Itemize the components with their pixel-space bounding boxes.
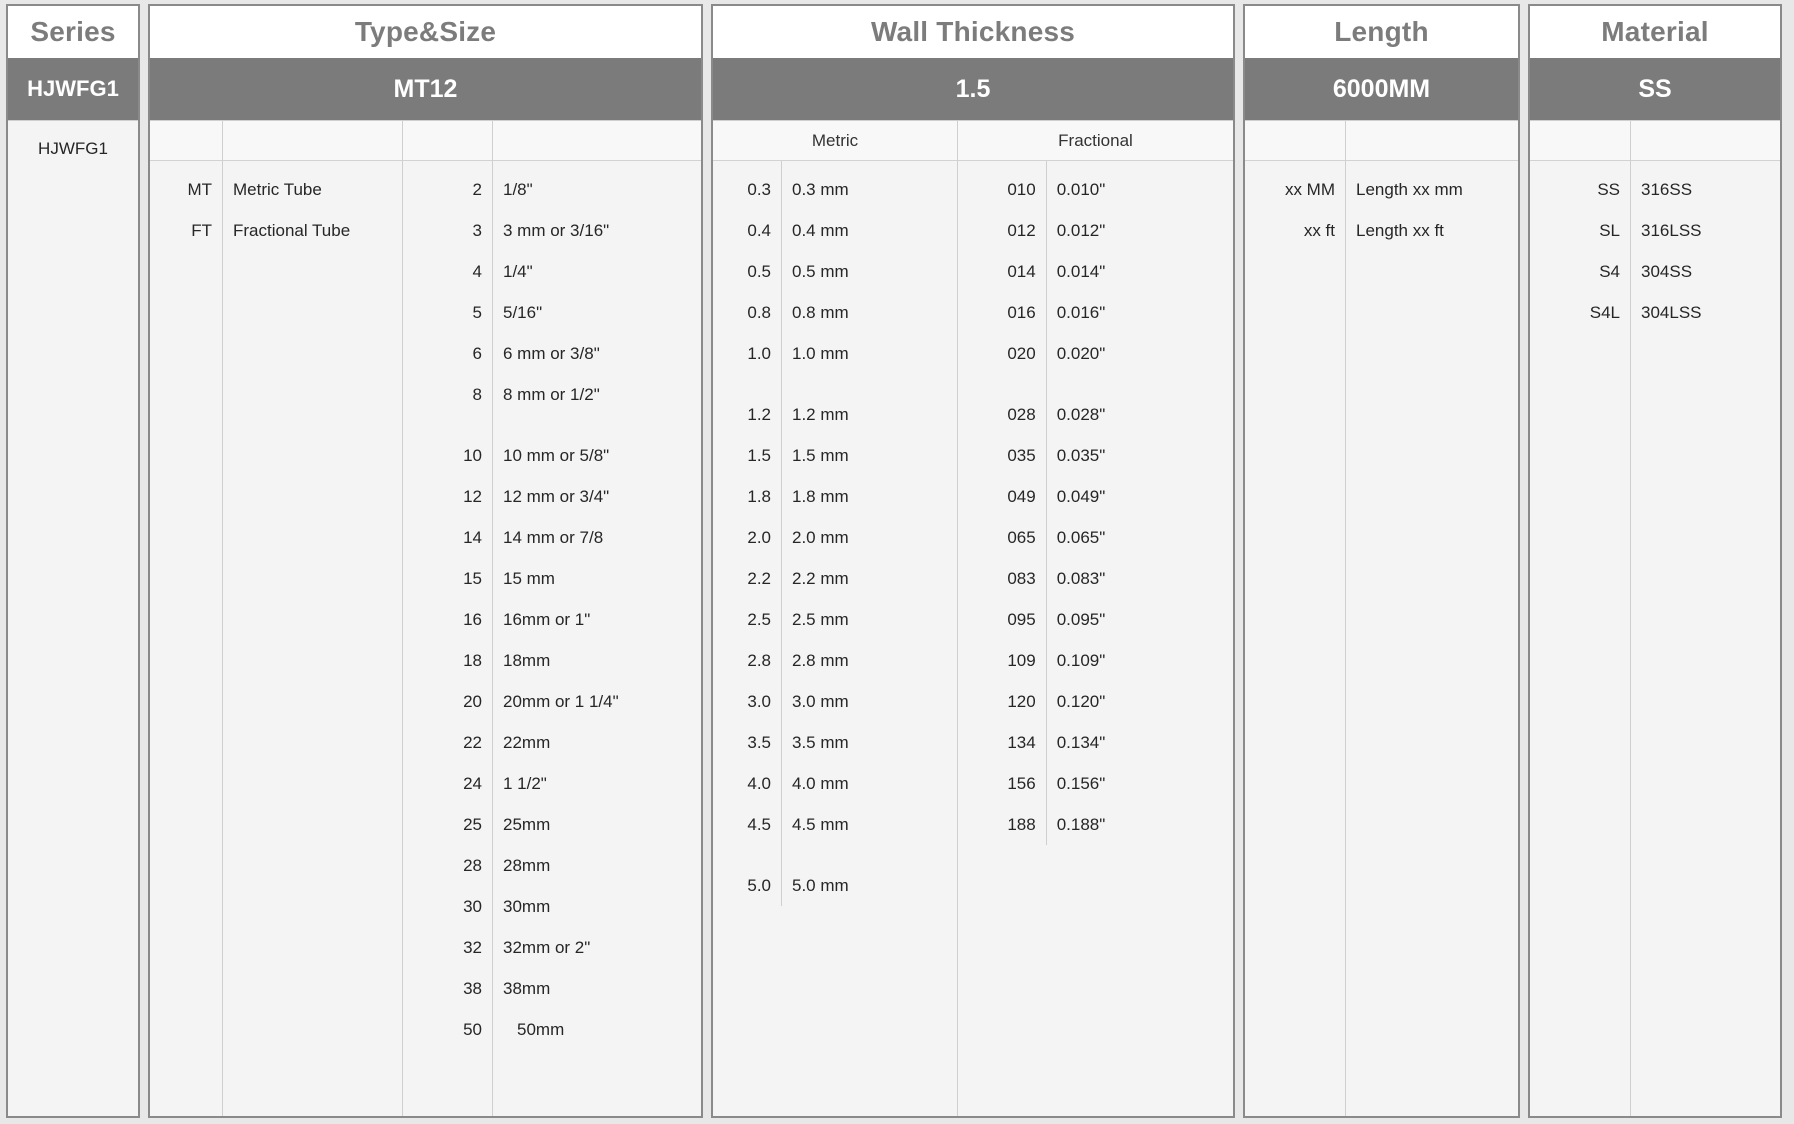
table-row: Metric Tube <box>233 180 322 199</box>
material-code-header <box>1530 121 1630 161</box>
table-row: 1/8" <box>503 180 533 199</box>
table-row: 28 <box>463 856 482 875</box>
table-row: 12 mm or 3/4" <box>503 487 610 506</box>
table-row: Length xx mm <box>1356 180 1463 199</box>
table-row: 3.0 mm <box>792 692 849 711</box>
table-row: 0.5 <box>747 262 771 281</box>
table-row: 0.065" <box>1056 528 1106 547</box>
table-row: 4.5 mm <box>792 815 849 834</box>
table-row: 22mm <box>503 733 551 752</box>
table-row: 0.028" <box>1056 405 1106 424</box>
table-row: xx ft <box>1303 221 1335 240</box>
table-row: 5.0 <box>747 876 771 895</box>
metric-code-rows <box>713 161 781 906</box>
length-desc-header <box>1346 121 1518 161</box>
row-spacer <box>782 845 957 865</box>
series-title: Series <box>8 6 138 58</box>
series-value: HJWFG1 <box>38 139 108 158</box>
table-row: 016 <box>1007 303 1036 322</box>
fractional-desc-column <box>1046 161 1233 845</box>
table-row: 316LSS <box>1641 221 1702 240</box>
size-desc-header <box>493 121 701 161</box>
material-code-rows <box>1530 161 1630 333</box>
type-code-header <box>150 121 222 161</box>
length-body <box>1245 120 1518 1116</box>
metric-header: Metric <box>713 121 957 161</box>
table-row: 120 <box>1007 692 1036 711</box>
table-row: 30mm <box>503 897 551 916</box>
table-row: Fractional Tube <box>233 221 351 240</box>
row-spacer <box>782 374 957 394</box>
table-row: 1.5 <box>747 446 771 465</box>
table-row: 0.134" <box>1056 733 1106 752</box>
material-desc-column <box>1630 121 1780 1116</box>
table-row: 24 <box>463 774 482 793</box>
table-row: 32 <box>463 938 482 957</box>
table-row: 3.0 <box>747 692 771 711</box>
table-row: 2.0 <box>747 528 771 547</box>
wall-thickness-code: 1.5 <box>713 58 1233 120</box>
table-row: 3.5 mm <box>792 733 849 752</box>
table-row: 10 <box>463 446 482 465</box>
table-row: 0.020" <box>1056 344 1106 363</box>
row-spacer <box>493 415 701 435</box>
table-row: 316SS <box>1641 180 1693 199</box>
column-length <box>1243 4 1520 1118</box>
table-row: S4 <box>1599 262 1620 281</box>
table-row: Length xx ft <box>1356 221 1444 240</box>
table-row: 0.012" <box>1056 221 1106 240</box>
table-row: 15 <box>463 569 482 588</box>
table-row: 0.3 <box>747 180 771 199</box>
material-title: Material <box>1530 6 1780 58</box>
table-row: 2.0 mm <box>792 528 849 547</box>
table-row: 38 <box>463 979 482 998</box>
table-row: 15 mm <box>503 569 555 588</box>
row-spacer <box>403 415 492 435</box>
length-title: Length <box>1245 6 1518 58</box>
table-row: 5/16" <box>503 303 543 322</box>
fractional-group <box>957 121 1233 1116</box>
table-row: 2.8 mm <box>792 651 849 670</box>
table-row: 1.2 <box>747 405 771 424</box>
table-row: 156 <box>1007 774 1036 793</box>
type-size-body <box>150 120 701 1116</box>
table-row: 014 <box>1007 262 1036 281</box>
table-row: 16 <box>463 610 482 629</box>
length-desc-rows <box>1346 161 1518 251</box>
table-row: 0.109" <box>1056 651 1106 670</box>
table-row: FT <box>191 221 212 240</box>
table-row: 1.8 <box>747 487 771 506</box>
table-row: 2.2 mm <box>792 569 849 588</box>
table-row: 1.0 <box>747 344 771 363</box>
size-desc-rows <box>493 161 701 1050</box>
length-desc-column <box>1345 121 1518 1116</box>
table-row: 012 <box>1007 221 1036 240</box>
table-row: 1.2 mm <box>792 405 849 424</box>
table-row: 304SS <box>1641 262 1693 281</box>
table-row: 1.0 mm <box>792 344 849 363</box>
table-row: 38mm <box>503 979 551 998</box>
table-row: 0.120" <box>1056 692 1106 711</box>
fractional-rows-wrap <box>958 161 1233 845</box>
table-row: 3.5 <box>747 733 771 752</box>
table-row: 035 <box>1007 446 1036 465</box>
type-desc-rows <box>223 161 402 251</box>
length-code-rows <box>1245 161 1345 251</box>
table-row: 8 <box>472 385 482 404</box>
table-row: 188 <box>1007 815 1036 834</box>
table-row: 010 <box>1007 180 1036 199</box>
wall-thickness-title: Wall Thickness <box>713 6 1233 58</box>
fractional-header: Fractional <box>958 121 1233 161</box>
table-row: 10 mm or 5/8" <box>503 446 610 465</box>
table-row: 0.083" <box>1056 569 1106 588</box>
size-desc-column <box>492 121 701 1116</box>
fractional-code-rows <box>958 161 1046 845</box>
table-row: SS <box>1597 180 1620 199</box>
column-series <box>6 4 140 1118</box>
type-desc-column <box>222 121 402 1116</box>
table-row: 049 <box>1007 487 1036 506</box>
type-size-code: MT12 <box>150 58 701 120</box>
table-row: 16mm or 1" <box>503 610 591 629</box>
table-row: 5.0 mm <box>792 876 849 895</box>
table-row: 4.0 <box>747 774 771 793</box>
table-row: 065 <box>1007 528 1036 547</box>
table-row: 14 mm or 7/8 <box>503 528 604 547</box>
type-desc-header <box>223 121 402 161</box>
table-row: 50mm <box>517 1020 565 1039</box>
length-code: 6000MM <box>1245 58 1518 120</box>
table-row: 020 <box>1007 344 1036 363</box>
table-row: 2.5 mm <box>792 610 849 629</box>
length-code-column <box>1245 121 1345 1116</box>
table-row: 4.5 <box>747 815 771 834</box>
metric-code-column <box>713 161 781 906</box>
table-row: SL <box>1599 221 1620 240</box>
row-spacer <box>958 374 1046 394</box>
material-code: SS <box>1530 58 1780 120</box>
table-row: 134 <box>1007 733 1036 752</box>
table-row: 20mm or 1 1/4" <box>503 692 619 711</box>
size-code-column <box>402 121 492 1116</box>
table-row: 5 <box>472 303 482 322</box>
table-row: S4L <box>1589 303 1620 322</box>
table-row: 25 <box>463 815 482 834</box>
column-material <box>1528 4 1782 1118</box>
table-row: 095 <box>1007 610 1036 629</box>
table-row: 28mm <box>503 856 551 875</box>
table-row: 2.2 <box>747 569 771 588</box>
table-row: 1.8 mm <box>792 487 849 506</box>
table-row: 0.095" <box>1056 610 1106 629</box>
type-size-title: Type&Size <box>150 6 701 58</box>
series-body <box>8 120 138 1116</box>
metric-desc-column <box>781 161 957 906</box>
table-row: 304LSS <box>1641 303 1702 322</box>
column-type-size <box>148 4 703 1118</box>
table-row: 3 mm or 3/16" <box>503 221 610 240</box>
material-body <box>1530 120 1780 1116</box>
table-row: 32mm or 2" <box>503 938 591 957</box>
fractional-desc-rows <box>1047 161 1233 845</box>
row-spacer <box>713 374 781 394</box>
table-row: 083 <box>1007 569 1036 588</box>
table-row: 18mm <box>503 651 551 670</box>
table-row: 028 <box>1007 405 1036 424</box>
table-row: 3 <box>472 221 482 240</box>
length-code-header <box>1245 121 1345 161</box>
type-code-rows <box>150 161 222 251</box>
table-row: 12 <box>463 487 482 506</box>
table-row: 4.0 mm <box>792 774 849 793</box>
metric-group <box>713 121 957 1116</box>
metric-desc-rows <box>782 161 957 906</box>
table-row: 4 <box>472 262 482 281</box>
size-code-header <box>403 121 492 161</box>
table-row: 14 <box>463 528 482 547</box>
table-row: 30 <box>463 897 482 916</box>
table-row: 0.035" <box>1056 446 1106 465</box>
table-row: 0.156" <box>1056 774 1106 793</box>
table-row: 2.5 <box>747 610 771 629</box>
table-row: 109 <box>1007 651 1036 670</box>
table-row: 2.8 <box>747 651 771 670</box>
table-row: 50 <box>463 1020 482 1039</box>
material-desc-header <box>1631 121 1780 161</box>
table-row: MT <box>187 180 212 199</box>
table-row: 0.014" <box>1056 262 1106 281</box>
table-row: 1 1/2" <box>503 774 547 793</box>
table-row: 0.010" <box>1056 180 1106 199</box>
table-row: 0.4 <box>747 221 771 240</box>
table-row: 6 mm or 3/8" <box>503 344 600 363</box>
table-row: 1/4" <box>503 262 533 281</box>
table-row: 22 <box>463 733 482 752</box>
table-row: 1.5 mm <box>792 446 849 465</box>
table-row: 0.8 <box>747 303 771 322</box>
table-row: 8 mm or 1/2" <box>503 385 600 404</box>
wall-thickness-body <box>713 120 1233 1116</box>
table-row: 0.4 mm <box>792 221 849 240</box>
table-row: 0.5 mm <box>792 262 849 281</box>
table-row: 20 <box>463 692 482 711</box>
column-wall-thickness <box>711 4 1235 1118</box>
row-spacer <box>713 845 781 865</box>
table-row: 0.049" <box>1056 487 1106 506</box>
material-desc-rows <box>1631 161 1780 333</box>
fractional-code-column <box>958 161 1046 845</box>
table-row: 0.8 mm <box>792 303 849 322</box>
table-row: 25mm <box>503 815 551 834</box>
size-code-rows <box>403 161 492 1050</box>
table-row: xx MM <box>1284 180 1335 199</box>
table-row: 0.3 mm <box>792 180 849 199</box>
row-spacer <box>1047 374 1233 394</box>
series-code: HJWFG1 <box>8 58 138 120</box>
table-row: 2 <box>472 180 482 199</box>
material-code-column <box>1530 121 1630 1116</box>
type-code-column <box>150 121 222 1116</box>
table-row: 6 <box>472 344 482 363</box>
table-row: 0.188" <box>1056 815 1106 834</box>
table-row: 0.016" <box>1056 303 1106 322</box>
table-row: 18 <box>463 651 482 670</box>
metric-rows-wrap <box>713 161 957 906</box>
